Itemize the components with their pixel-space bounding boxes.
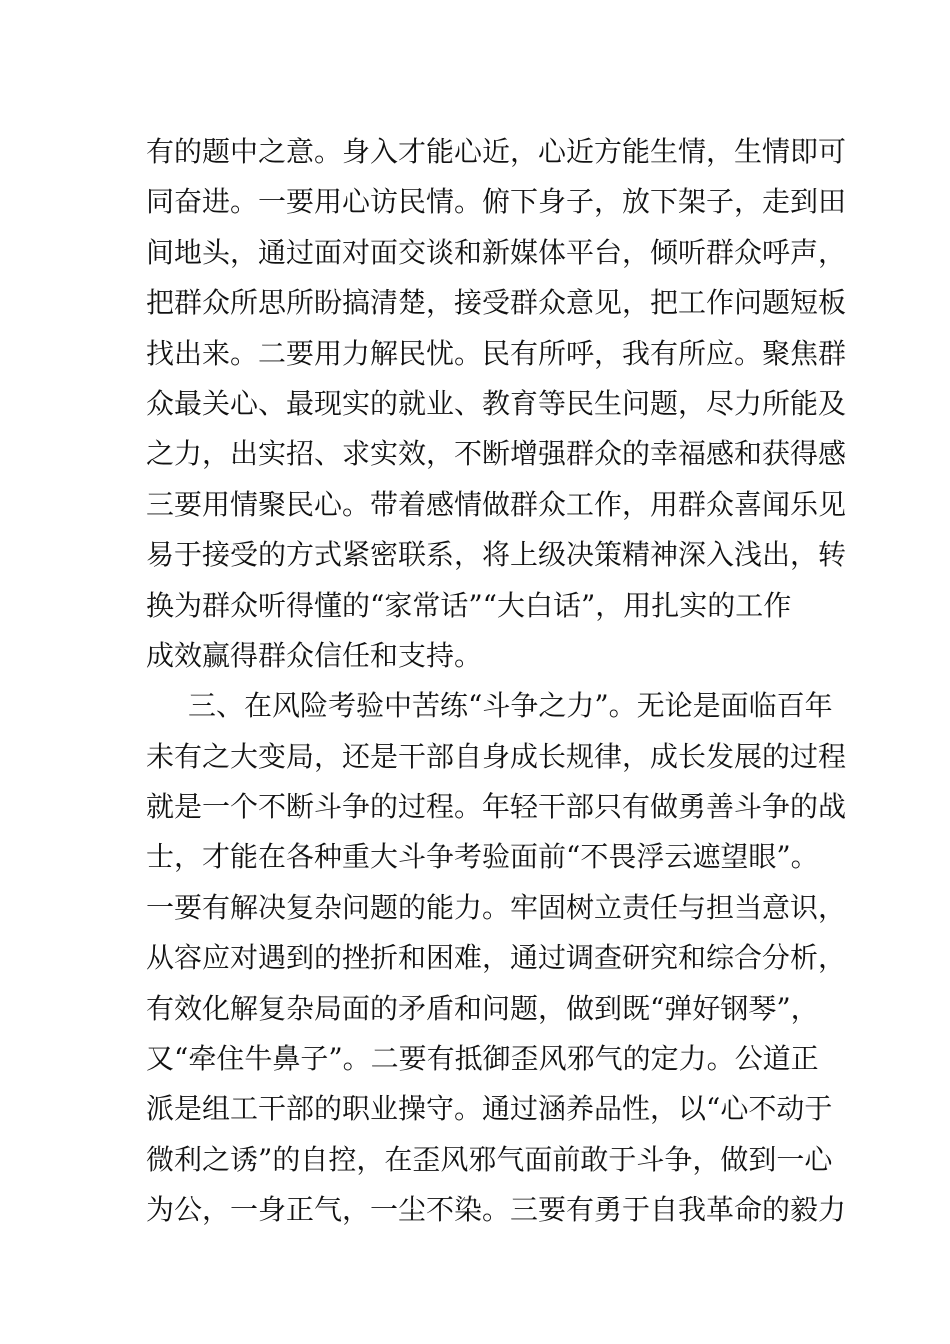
paragraph-1 [146, 127, 847, 681]
paragraph-line: 一要有解决复杂问题的能力。牢固树立责任与担当意识， [146, 890, 847, 924]
paragraph-line: 找出来。二要用力解民忧。民有所呼，我有所应。聚焦群 [146, 336, 847, 370]
paragraph-line: 微利之诱”的自控，在歪风邪气面前敢于斗争，做到一心 [146, 1142, 833, 1176]
paragraph-2 [146, 681, 847, 1235]
paragraph-line: 三要用情聚民心。带着感情做群众工作，用群众喜闻乐见 [146, 487, 847, 521]
paragraph-line: 易于接受的方式紧密联系，将上级决策精神深入浅出，转 [146, 538, 847, 572]
paragraph-line: 为公，一身正气，一尘不染。三要有勇于自我革命的毅力 [146, 1193, 847, 1227]
paragraph-line: 有效化解复杂局面的矛盾和问题，做到既“弹好钢琴”， [146, 991, 819, 1025]
paragraph-line: 把群众所思所盼搞清楚，接受群众意见，把工作问题短板 [146, 286, 847, 320]
paragraph-line: 就是一个不断斗争的过程。年轻干部只有做勇善斗争的战 [146, 790, 847, 824]
paragraph-line: 成效赢得群众信任和支持。 [146, 638, 483, 672]
paragraph-line: 有的题中之意。身入才能心近，心近方能生情，生情即可 [146, 135, 847, 168]
paragraph-line: 三、在风险考验中苦练“斗争之力”。无论是面临百年 [188, 689, 833, 723]
paragraph-line: 同奋进。一要用心访民情。俯下身子，放下架子，走到田 [146, 185, 847, 219]
paragraph-line: 又“牵住牛鼻子”。二要有抵御歪风邪气的定力。公道正 [146, 1042, 819, 1076]
document-body [146, 127, 847, 1236]
paragraph-line: 众最关心、最现实的就业、教育等民生问题，尽力所能及 [146, 386, 847, 420]
paragraph-line: 士，才能在各种重大斗争考验面前“不畏浮云遮望眼”。 [146, 840, 819, 874]
paragraph-line: 从容应对遇到的挫折和困难，通过调查研究和综合分析， [146, 941, 847, 975]
paragraph-line: 之力，出实招、求实效，不断增强群众的幸福感和获得感 [146, 437, 847, 471]
paragraph-line: 间地头，通过面对面交谈和新媒体平台，倾听群众呼声， [146, 235, 847, 269]
paragraph-line: 未有之大变局，还是干部自身成长规律，成长发展的过程 [146, 739, 847, 773]
paragraph-line: 换为群众听得懂的“家常话”“大白话”，用扎实的工作 [146, 588, 792, 622]
paragraph-line: 派是组工干部的职业操守。通过涵养品性，以“心不动于 [146, 1092, 833, 1126]
